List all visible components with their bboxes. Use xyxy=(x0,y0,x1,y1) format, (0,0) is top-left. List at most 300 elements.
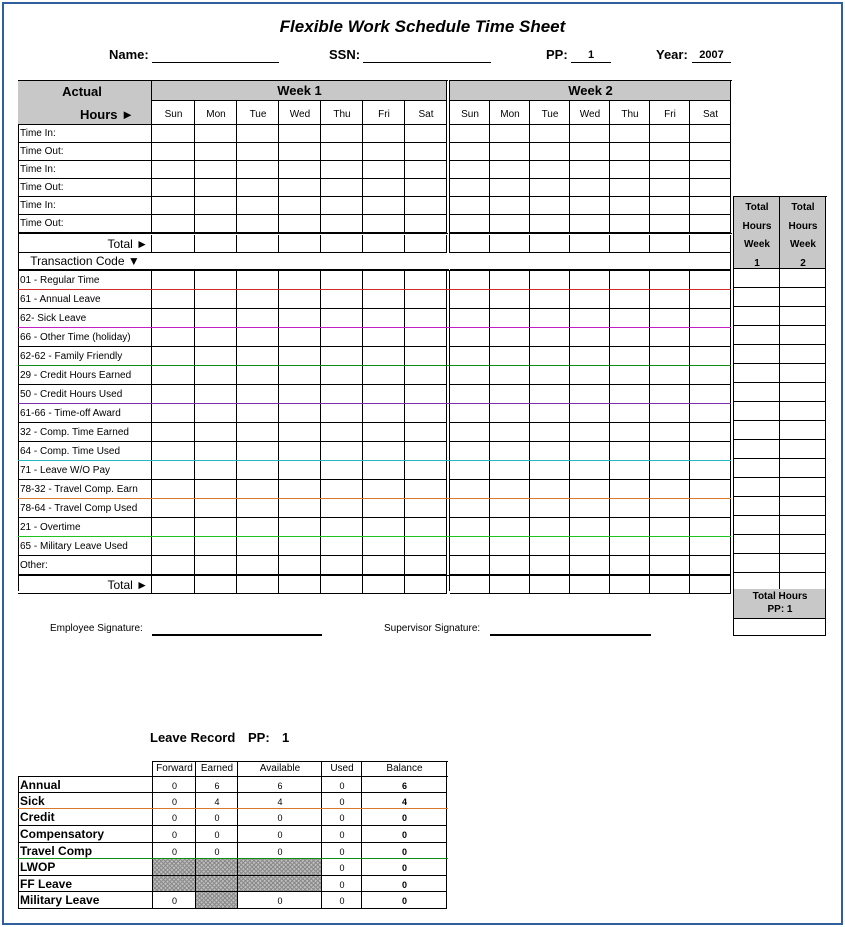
week2-total-cell[interactable] xyxy=(780,326,826,345)
hours-cell[interactable] xyxy=(690,290,731,309)
hours-cell[interactable] xyxy=(650,309,690,328)
hours-cell[interactable] xyxy=(610,197,650,215)
hours-cell[interactable] xyxy=(690,271,731,290)
hours-cell[interactable] xyxy=(321,179,363,197)
hours-cell[interactable] xyxy=(610,143,650,161)
hours-cell[interactable] xyxy=(650,461,690,480)
hours-cell[interactable] xyxy=(570,197,610,215)
hours-cell[interactable] xyxy=(363,235,405,253)
hours-cell[interactable] xyxy=(570,537,610,556)
hours-cell[interactable] xyxy=(237,290,279,309)
hours-cell[interactable] xyxy=(610,404,650,423)
hours-cell[interactable] xyxy=(450,518,490,537)
week1-total-cell[interactable] xyxy=(734,440,780,459)
hours-cell[interactable] xyxy=(363,556,405,575)
hours-cell[interactable] xyxy=(321,423,363,442)
hours-cell[interactable] xyxy=(450,143,490,161)
year-field[interactable]: 2007 xyxy=(692,47,731,63)
hours-cell[interactable] xyxy=(650,556,690,575)
hours-cell[interactable] xyxy=(490,480,530,499)
hours-cell[interactable] xyxy=(650,271,690,290)
hours-cell[interactable] xyxy=(405,385,447,404)
hours-cell[interactable] xyxy=(405,143,447,161)
hours-cell[interactable] xyxy=(152,576,195,594)
hours-cell[interactable] xyxy=(405,328,447,347)
hours-cell[interactable] xyxy=(490,125,530,143)
hours-cell[interactable] xyxy=(570,179,610,197)
hours-cell[interactable] xyxy=(279,404,321,423)
hours-cell[interactable] xyxy=(610,366,650,385)
hours-cell[interactable] xyxy=(195,125,237,143)
hours-cell[interactable] xyxy=(490,366,530,385)
hours-cell[interactable] xyxy=(279,271,321,290)
hours-cell[interactable] xyxy=(450,404,490,423)
hours-cell[interactable] xyxy=(152,271,195,290)
hours-cell[interactable] xyxy=(570,309,610,328)
hours-cell[interactable] xyxy=(152,309,195,328)
week2-total-cell[interactable] xyxy=(780,535,826,554)
hours-cell[interactable] xyxy=(321,518,363,537)
hours-cell[interactable] xyxy=(279,576,321,594)
hours-cell[interactable] xyxy=(363,143,405,161)
hours-cell[interactable] xyxy=(195,404,237,423)
week1-total-cell[interactable] xyxy=(734,535,780,554)
hours-cell[interactable] xyxy=(690,499,731,518)
hours-cell[interactable] xyxy=(237,235,279,253)
hours-cell[interactable] xyxy=(690,235,731,253)
hours-cell[interactable] xyxy=(650,179,690,197)
week1-total-cell[interactable] xyxy=(734,459,780,478)
hours-cell[interactable] xyxy=(450,309,490,328)
hours-cell[interactable] xyxy=(490,404,530,423)
hours-cell[interactable] xyxy=(152,518,195,537)
hours-cell[interactable] xyxy=(450,385,490,404)
hours-cell[interactable] xyxy=(195,480,237,499)
hours-cell[interactable] xyxy=(279,161,321,179)
hours-cell[interactable] xyxy=(610,309,650,328)
hours-cell[interactable] xyxy=(610,215,650,233)
hours-cell[interactable] xyxy=(321,290,363,309)
hours-cell[interactable] xyxy=(237,125,279,143)
hours-cell[interactable] xyxy=(279,385,321,404)
hours-cell[interactable] xyxy=(152,143,195,161)
hours-cell[interactable] xyxy=(690,179,731,197)
hours-cell[interactable] xyxy=(279,179,321,197)
week1-total-cell[interactable] xyxy=(734,402,780,421)
hours-cell[interactable] xyxy=(152,404,195,423)
hours-cell[interactable] xyxy=(195,576,237,594)
hours-cell[interactable] xyxy=(152,480,195,499)
hours-cell[interactable] xyxy=(152,197,195,215)
hours-cell[interactable] xyxy=(195,309,237,328)
hours-cell[interactable] xyxy=(530,197,570,215)
hours-cell[interactable] xyxy=(570,271,610,290)
hours-cell[interactable] xyxy=(530,461,570,480)
hours-cell[interactable] xyxy=(279,328,321,347)
week2-total-cell[interactable] xyxy=(780,307,826,326)
hours-cell[interactable] xyxy=(405,271,447,290)
hours-cell[interactable] xyxy=(610,576,650,594)
hours-cell[interactable] xyxy=(530,499,570,518)
hours-cell[interactable] xyxy=(237,197,279,215)
week1-total-cell[interactable] xyxy=(734,497,780,516)
hours-cell[interactable] xyxy=(690,576,731,594)
hours-cell[interactable] xyxy=(490,499,530,518)
hours-cell[interactable] xyxy=(610,480,650,499)
supervisor-signature-field[interactable] xyxy=(490,634,651,636)
hours-cell[interactable] xyxy=(405,179,447,197)
hours-cell[interactable] xyxy=(363,161,405,179)
hours-cell[interactable] xyxy=(690,347,731,366)
week2-total-cell[interactable] xyxy=(780,516,826,535)
hours-cell[interactable] xyxy=(490,290,530,309)
hours-cell[interactable] xyxy=(650,576,690,594)
week2-total-cell[interactable] xyxy=(780,497,826,516)
hours-cell[interactable] xyxy=(363,179,405,197)
week2-total-cell[interactable] xyxy=(780,459,826,478)
hours-cell[interactable] xyxy=(690,556,731,575)
hours-cell[interactable] xyxy=(530,290,570,309)
hours-cell[interactable] xyxy=(450,125,490,143)
hours-cell[interactable] xyxy=(195,235,237,253)
week2-total-cell[interactable] xyxy=(780,383,826,402)
hours-cell[interactable] xyxy=(279,518,321,537)
hours-cell[interactable] xyxy=(490,328,530,347)
hours-cell[interactable] xyxy=(321,442,363,461)
hours-cell[interactable] xyxy=(152,537,195,556)
hours-cell[interactable] xyxy=(363,271,405,290)
hours-cell[interactable] xyxy=(363,309,405,328)
hours-cell[interactable] xyxy=(195,499,237,518)
hours-cell[interactable] xyxy=(490,143,530,161)
hours-cell[interactable] xyxy=(450,556,490,575)
hours-cell[interactable] xyxy=(450,235,490,253)
hours-cell[interactable] xyxy=(195,385,237,404)
hours-cell[interactable] xyxy=(279,290,321,309)
employee-signature-field[interactable] xyxy=(152,634,322,636)
hours-cell[interactable] xyxy=(490,576,530,594)
hours-cell[interactable] xyxy=(530,328,570,347)
hours-cell[interactable] xyxy=(237,461,279,480)
hours-cell[interactable] xyxy=(650,404,690,423)
hours-cell[interactable] xyxy=(152,215,195,233)
hours-cell[interactable] xyxy=(405,290,447,309)
hours-cell[interactable] xyxy=(690,404,731,423)
hours-cell[interactable] xyxy=(152,366,195,385)
hours-cell[interactable] xyxy=(690,480,731,499)
hours-cell[interactable] xyxy=(237,499,279,518)
hours-cell[interactable] xyxy=(237,537,279,556)
hours-cell[interactable] xyxy=(690,309,731,328)
hours-cell[interactable] xyxy=(610,235,650,253)
hours-cell[interactable] xyxy=(405,197,447,215)
hours-cell[interactable] xyxy=(152,125,195,143)
hours-cell[interactable] xyxy=(195,556,237,575)
hours-cell[interactable] xyxy=(195,197,237,215)
hours-cell[interactable] xyxy=(450,197,490,215)
hours-cell[interactable] xyxy=(570,290,610,309)
hours-cell[interactable] xyxy=(321,161,363,179)
hours-cell[interactable] xyxy=(650,215,690,233)
hours-cell[interactable] xyxy=(570,366,610,385)
hours-cell[interactable] xyxy=(237,442,279,461)
week2-total-cell[interactable] xyxy=(780,554,826,573)
hours-cell[interactable] xyxy=(530,385,570,404)
hours-cell[interactable] xyxy=(530,518,570,537)
hours-cell[interactable] xyxy=(405,499,447,518)
hours-cell[interactable] xyxy=(450,423,490,442)
hours-cell[interactable] xyxy=(650,499,690,518)
hours-cell[interactable] xyxy=(690,215,731,233)
hours-cell[interactable] xyxy=(650,161,690,179)
hours-cell[interactable] xyxy=(610,499,650,518)
hours-cell[interactable] xyxy=(690,328,731,347)
hours-cell[interactable] xyxy=(279,309,321,328)
hours-cell[interactable] xyxy=(321,480,363,499)
hours-cell[interactable] xyxy=(363,499,405,518)
hours-cell[interactable] xyxy=(690,125,731,143)
hours-cell[interactable] xyxy=(490,537,530,556)
hours-cell[interactable] xyxy=(530,576,570,594)
ssn-field[interactable] xyxy=(363,47,491,63)
hours-cell[interactable] xyxy=(195,423,237,442)
week2-total-cell[interactable] xyxy=(780,269,826,288)
hours-cell[interactable] xyxy=(195,215,237,233)
week1-total-cell[interactable] xyxy=(734,554,780,573)
hours-cell[interactable] xyxy=(237,423,279,442)
hours-cell[interactable] xyxy=(530,215,570,233)
hours-cell[interactable] xyxy=(530,235,570,253)
hours-cell[interactable] xyxy=(321,271,363,290)
hours-cell[interactable] xyxy=(610,179,650,197)
hours-cell[interactable] xyxy=(237,271,279,290)
hours-cell[interactable] xyxy=(152,347,195,366)
hours-cell[interactable] xyxy=(650,347,690,366)
hours-cell[interactable] xyxy=(279,235,321,253)
hours-cell[interactable] xyxy=(237,215,279,233)
hours-cell[interactable] xyxy=(450,179,490,197)
hours-cell[interactable] xyxy=(237,179,279,197)
hours-cell[interactable] xyxy=(690,461,731,480)
week1-total-cell[interactable] xyxy=(734,383,780,402)
hours-cell[interactable] xyxy=(650,537,690,556)
hours-cell[interactable] xyxy=(690,423,731,442)
hours-cell[interactable] xyxy=(152,556,195,575)
hours-cell[interactable] xyxy=(405,461,447,480)
hours-cell[interactable] xyxy=(650,290,690,309)
hours-cell[interactable] xyxy=(321,385,363,404)
hours-cell[interactable] xyxy=(152,385,195,404)
hours-cell[interactable] xyxy=(152,235,195,253)
hours-cell[interactable] xyxy=(195,442,237,461)
hours-cell[interactable] xyxy=(237,385,279,404)
hours-cell[interactable] xyxy=(405,235,447,253)
hours-cell[interactable] xyxy=(530,556,570,575)
hours-cell[interactable] xyxy=(363,480,405,499)
hours-cell[interactable] xyxy=(490,442,530,461)
hours-cell[interactable] xyxy=(650,197,690,215)
hours-cell[interactable] xyxy=(650,518,690,537)
hours-cell[interactable] xyxy=(610,537,650,556)
hours-cell[interactable] xyxy=(530,480,570,499)
week1-total-cell[interactable] xyxy=(734,326,780,345)
hours-cell[interactable] xyxy=(405,125,447,143)
hours-cell[interactable] xyxy=(610,271,650,290)
hours-cell[interactable] xyxy=(237,556,279,575)
hours-cell[interactable] xyxy=(650,366,690,385)
hours-cell[interactable] xyxy=(363,290,405,309)
hours-cell[interactable] xyxy=(570,143,610,161)
hours-cell[interactable] xyxy=(530,347,570,366)
hours-cell[interactable] xyxy=(490,235,530,253)
hours-cell[interactable] xyxy=(279,366,321,385)
hours-cell[interactable] xyxy=(570,385,610,404)
hours-cell[interactable] xyxy=(195,161,237,179)
week1-total-cell[interactable] xyxy=(734,516,780,535)
hours-cell[interactable] xyxy=(570,442,610,461)
hours-cell[interactable] xyxy=(405,347,447,366)
hours-cell[interactable] xyxy=(530,143,570,161)
hours-cell[interactable] xyxy=(363,385,405,404)
hours-cell[interactable] xyxy=(279,442,321,461)
hours-cell[interactable] xyxy=(690,366,731,385)
hours-cell[interactable] xyxy=(152,461,195,480)
hours-cell[interactable] xyxy=(279,197,321,215)
hours-cell[interactable] xyxy=(405,556,447,575)
hours-cell[interactable] xyxy=(363,423,405,442)
hours-cell[interactable] xyxy=(152,179,195,197)
hours-cell[interactable] xyxy=(195,537,237,556)
hours-cell[interactable] xyxy=(450,461,490,480)
hours-cell[interactable] xyxy=(570,461,610,480)
hours-cell[interactable] xyxy=(321,328,363,347)
hours-cell[interactable] xyxy=(321,125,363,143)
hours-cell[interactable] xyxy=(610,125,650,143)
week2-total-cell[interactable] xyxy=(780,440,826,459)
hours-cell[interactable] xyxy=(690,143,731,161)
hours-cell[interactable] xyxy=(650,385,690,404)
hours-cell[interactable] xyxy=(570,499,610,518)
pp-field[interactable]: 1 xyxy=(571,47,611,63)
week1-total-cell[interactable] xyxy=(734,307,780,326)
hours-cell[interactable] xyxy=(152,290,195,309)
hours-cell[interactable] xyxy=(610,385,650,404)
hours-cell[interactable] xyxy=(279,347,321,366)
hours-cell[interactable] xyxy=(405,161,447,179)
hours-cell[interactable] xyxy=(650,143,690,161)
hours-cell[interactable] xyxy=(363,461,405,480)
hours-cell[interactable] xyxy=(363,366,405,385)
hours-cell[interactable] xyxy=(279,499,321,518)
hours-cell[interactable] xyxy=(363,537,405,556)
hours-cell[interactable] xyxy=(450,366,490,385)
hours-cell[interactable] xyxy=(650,328,690,347)
hours-cell[interactable] xyxy=(650,125,690,143)
hours-cell[interactable] xyxy=(530,404,570,423)
hours-cell[interactable] xyxy=(530,161,570,179)
hours-cell[interactable] xyxy=(610,518,650,537)
week2-total-cell[interactable] xyxy=(780,402,826,421)
hours-cell[interactable] xyxy=(690,385,731,404)
hours-cell[interactable] xyxy=(363,576,405,594)
hours-cell[interactable] xyxy=(450,328,490,347)
hours-cell[interactable] xyxy=(321,556,363,575)
hours-cell[interactable] xyxy=(195,347,237,366)
hours-cell[interactable] xyxy=(405,537,447,556)
hours-cell[interactable] xyxy=(405,442,447,461)
hours-cell[interactable] xyxy=(279,556,321,575)
hours-cell[interactable] xyxy=(363,442,405,461)
hours-cell[interactable] xyxy=(363,518,405,537)
hours-cell[interactable] xyxy=(570,576,610,594)
hours-cell[interactable] xyxy=(237,143,279,161)
hours-cell[interactable] xyxy=(530,442,570,461)
hours-cell[interactable] xyxy=(279,215,321,233)
hours-cell[interactable] xyxy=(650,442,690,461)
hours-cell[interactable] xyxy=(490,179,530,197)
hours-cell[interactable] xyxy=(530,537,570,556)
hours-cell[interactable] xyxy=(195,518,237,537)
hours-cell[interactable] xyxy=(195,461,237,480)
hours-cell[interactable] xyxy=(450,499,490,518)
hours-cell[interactable] xyxy=(237,347,279,366)
hours-cell[interactable] xyxy=(490,215,530,233)
hours-cell[interactable] xyxy=(650,235,690,253)
hours-cell[interactable] xyxy=(152,161,195,179)
hours-cell[interactable] xyxy=(321,143,363,161)
hours-cell[interactable] xyxy=(690,161,731,179)
name-field[interactable] xyxy=(152,47,279,63)
hours-cell[interactable] xyxy=(195,290,237,309)
hours-cell[interactable] xyxy=(405,423,447,442)
hours-cell[interactable] xyxy=(570,480,610,499)
hours-cell[interactable] xyxy=(321,309,363,328)
hours-cell[interactable] xyxy=(321,197,363,215)
hours-cell[interactable] xyxy=(530,366,570,385)
hours-cell[interactable] xyxy=(530,423,570,442)
hours-cell[interactable] xyxy=(450,290,490,309)
hours-cell[interactable] xyxy=(195,143,237,161)
hours-cell[interactable] xyxy=(405,480,447,499)
hours-cell[interactable] xyxy=(490,309,530,328)
hours-cell[interactable] xyxy=(450,215,490,233)
hours-cell[interactable] xyxy=(610,423,650,442)
hours-cell[interactable] xyxy=(530,271,570,290)
hours-cell[interactable] xyxy=(610,328,650,347)
hours-cell[interactable] xyxy=(490,385,530,404)
hours-cell[interactable] xyxy=(363,328,405,347)
hours-cell[interactable] xyxy=(570,125,610,143)
hours-cell[interactable] xyxy=(570,328,610,347)
week2-total-cell[interactable] xyxy=(780,345,826,364)
hours-cell[interactable] xyxy=(321,235,363,253)
hours-cell[interactable] xyxy=(570,235,610,253)
hours-cell[interactable] xyxy=(279,143,321,161)
week1-total-cell[interactable] xyxy=(734,421,780,440)
hours-cell[interactable] xyxy=(570,347,610,366)
hours-cell[interactable] xyxy=(570,215,610,233)
hours-cell[interactable] xyxy=(321,215,363,233)
hours-cell[interactable] xyxy=(321,461,363,480)
hours-cell[interactable] xyxy=(450,161,490,179)
hours-cell[interactable] xyxy=(195,366,237,385)
hours-cell[interactable] xyxy=(490,556,530,575)
hours-cell[interactable] xyxy=(279,537,321,556)
hours-cell[interactable] xyxy=(195,328,237,347)
week1-total-cell[interactable] xyxy=(734,364,780,383)
hours-cell[interactable] xyxy=(279,461,321,480)
hours-cell[interactable] xyxy=(279,423,321,442)
